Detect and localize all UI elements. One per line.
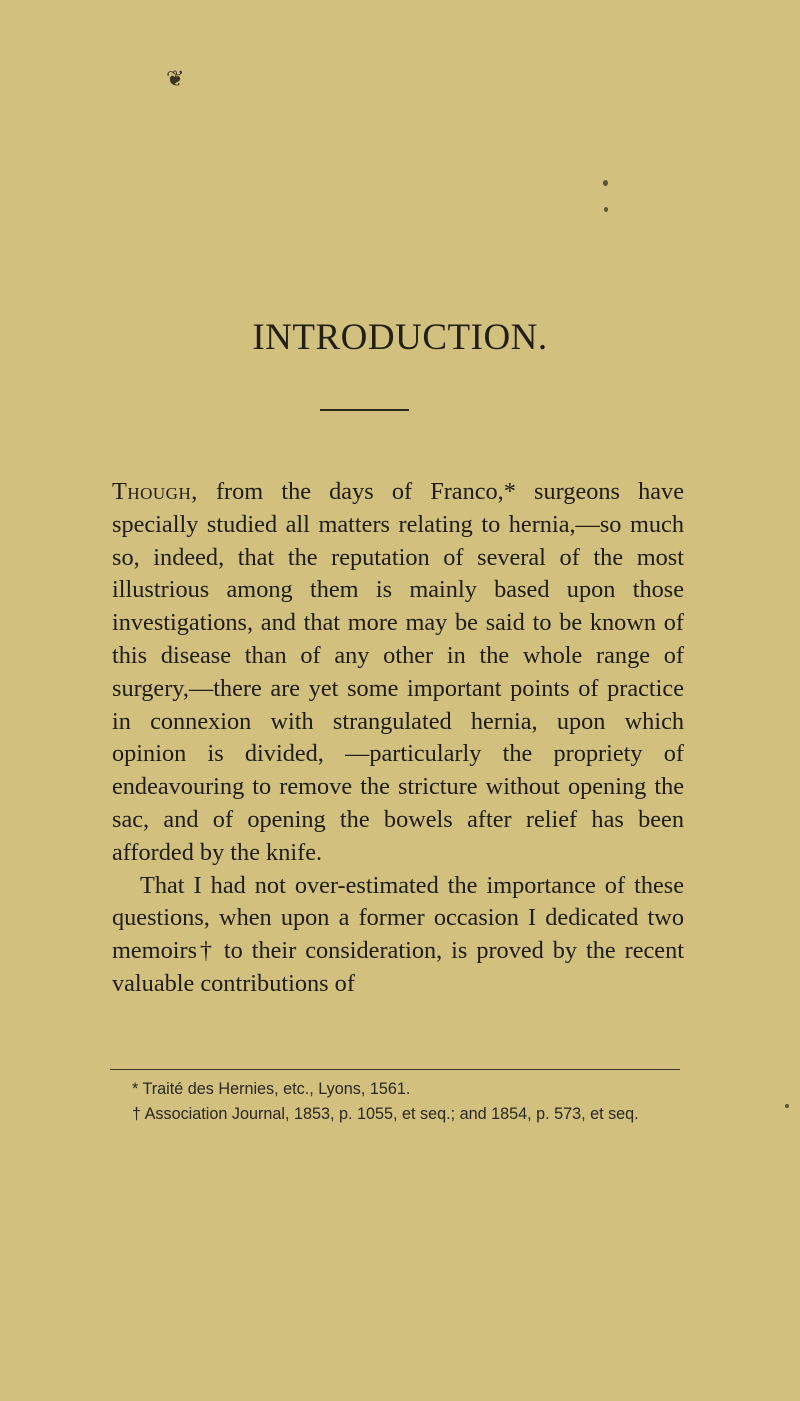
page-speck	[603, 180, 608, 186]
heading-rule	[320, 409, 409, 411]
main-text	[112, 476, 684, 1001]
printer-ornament-icon: ❦	[166, 66, 185, 91]
footnotes	[110, 1077, 686, 1127]
paragraph-2: That I had not over-estimated the importance of these questions, when upon a former occasion I dedicated two memoirs† to their consideration, is proved by the recent valuable contributions of	[112, 871, 684, 997]
paragraph-1	[112, 476, 684, 870]
footnote-1: * Traité des Hernies, etc., Lyons, 1561.	[132, 1080, 411, 1098]
page-speck	[604, 207, 608, 212]
page-heading: INTRODUCTION.	[252, 317, 548, 358]
paragraph-lead-word: Though,	[112, 478, 198, 505]
paragraph-1-text: from the days of Franco,* surgeons have specially studied all matters relating to hernia,—so much so, indeed, that the reputation of several of the most illustrious among them is mainly based upon those investigations, and that more may be said to be known of this disease than of any other in the whole range of surgery,—there are yet some important points of practice in connexion with strangulated hernia, upon which opinion is divided, —particularly the propriety of endeavouring to remove the stricture without opening the sac, and of opening the bowels after relief has been afforded by the knife.	[112, 478, 684, 866]
footnote-rule	[110, 1069, 680, 1070]
footnote-2: † Association Journal, 1853, p. 1055, et seq.; and 1854, p. 573, et seq.	[132, 1105, 639, 1123]
page-speck	[785, 1104, 789, 1108]
